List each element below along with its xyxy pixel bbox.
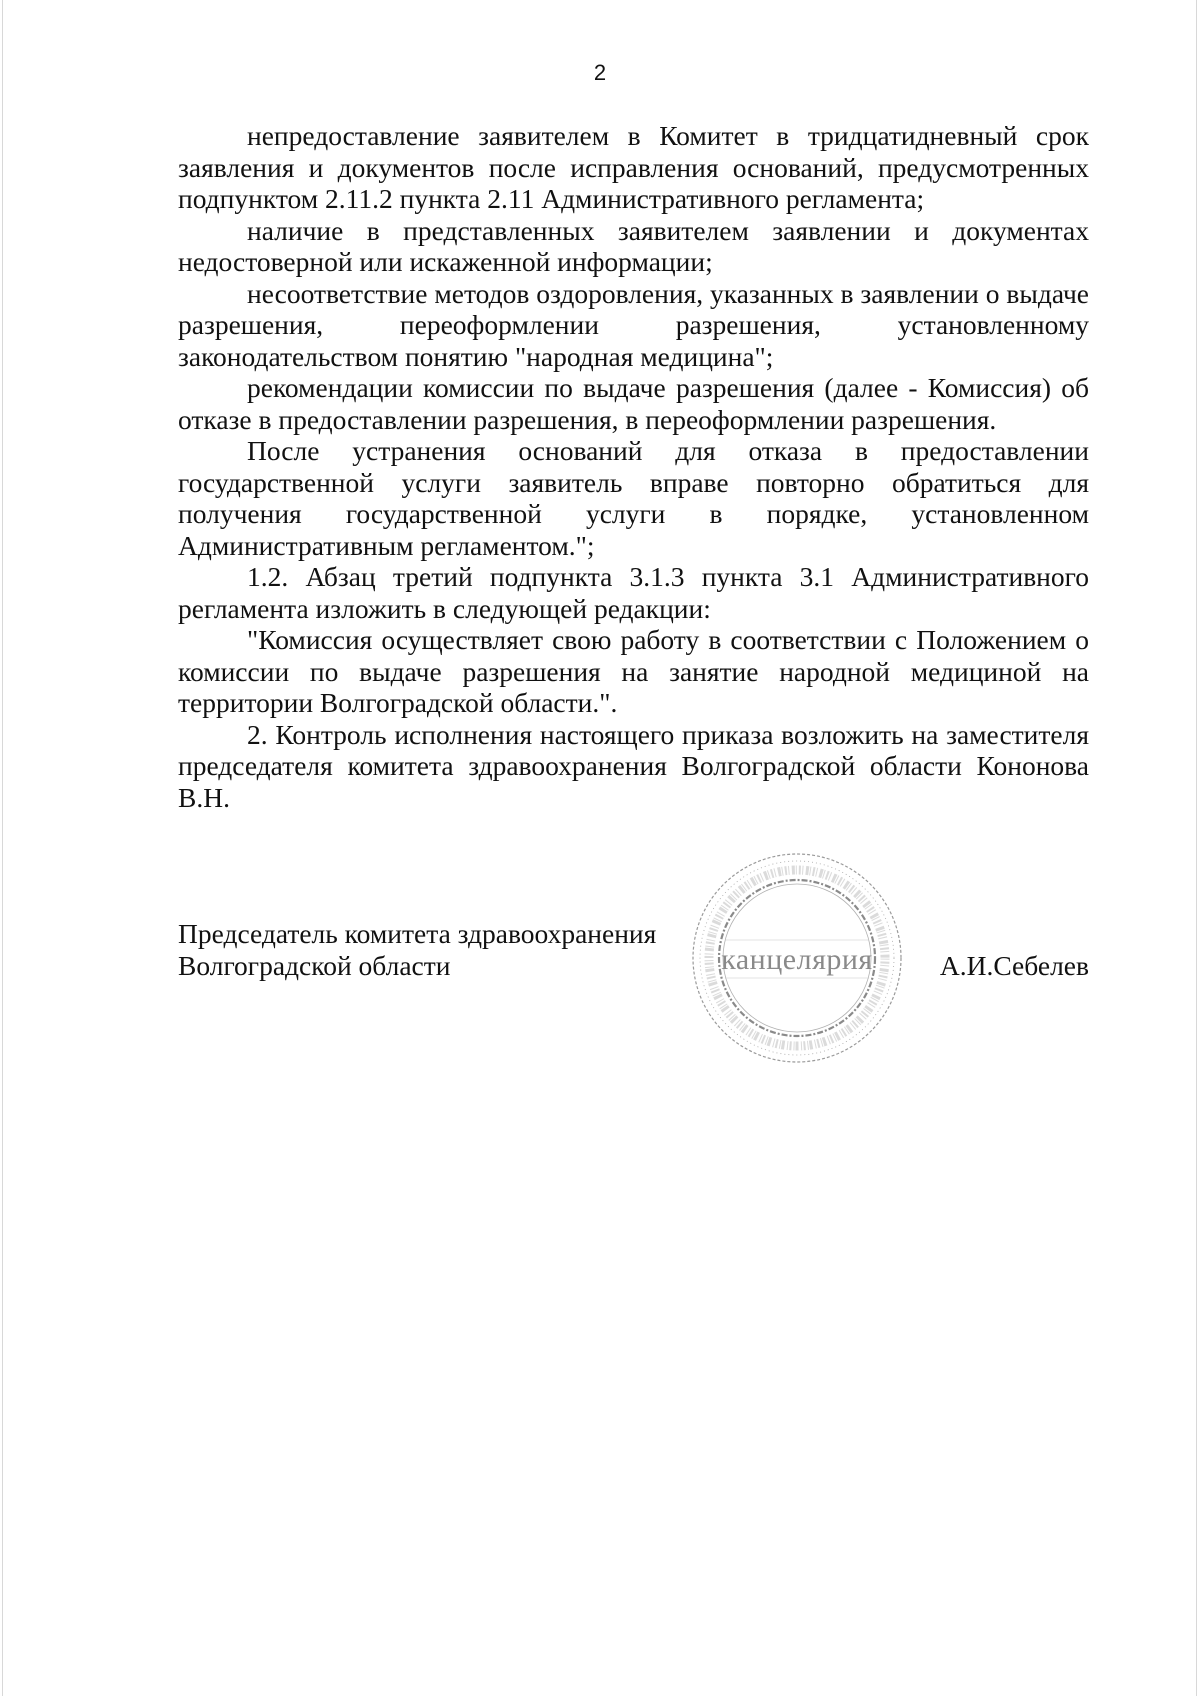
signatory-position-line-1: Председатель комитета здравоохранения xyxy=(178,918,657,949)
paragraph-reapply: После устранения оснований для отказа в предоставлении государственной услуги заявитель вправе повторно обратиться для получения государственной услуги в порядке, установленном Административным регламентом."; xyxy=(178,435,1089,561)
page-number: 2 xyxy=(593,60,607,85)
paragraph-grounds-false-info: наличие в представленных заявителем заявлении и документах недостоверной или искаженной информации; xyxy=(178,214,1089,277)
stamp-seal xyxy=(687,848,907,1068)
signatory-position xyxy=(178,918,656,982)
paragraph-grounds-methods: несоответствие методов оздоровления, указанных в заявлении о выдаче разрешения, переоформлении разрешения, установленному законодательством понятию "народная медицина"; xyxy=(178,277,1089,372)
paragraph-commission-text: "Комиссия осуществляет свою работу в соответствии с Положением о комиссии по выдаче разрешения на занятие народной медициной на территории Волгоградской области.". xyxy=(178,624,1089,718)
paragraph-grounds-nonsubmission: непредоставление заявителем в Комитет в тридцатидневный срок заявления и документов после исправления оснований, предусмотренных подпунктом 2.11.2 пункта 2.11 Административного регламента; xyxy=(178,120,1089,214)
document-body xyxy=(178,120,1089,813)
paragraph-clause-1-2: 1.2. Абзац третий подпункта 3.1.3 пункта 3.1 Административного регламента изложить в следующей редакции: xyxy=(178,561,1089,624)
paragraph-grounds-commission: рекомендации комиссии по выдаче разрешения (далее - Комиссия) об отказе в предоставлении разрешения, в переоформлении разрешения. xyxy=(178,372,1089,435)
paragraph-clause-2-control: 2. Контроль исполнения настоящего приказа возложить на заместителя председателя комитета здравоохранения Волгоградской области Кононова В.Н. xyxy=(178,718,1089,813)
scan-edge-right xyxy=(1196,0,1197,1696)
scan-edge-left xyxy=(2,0,3,1696)
signatory-position-line-2: Волгоградской области xyxy=(178,950,451,981)
seal-center-text: канцелярия xyxy=(721,943,873,976)
signatory-name: А.И.Себелев xyxy=(939,950,1089,981)
